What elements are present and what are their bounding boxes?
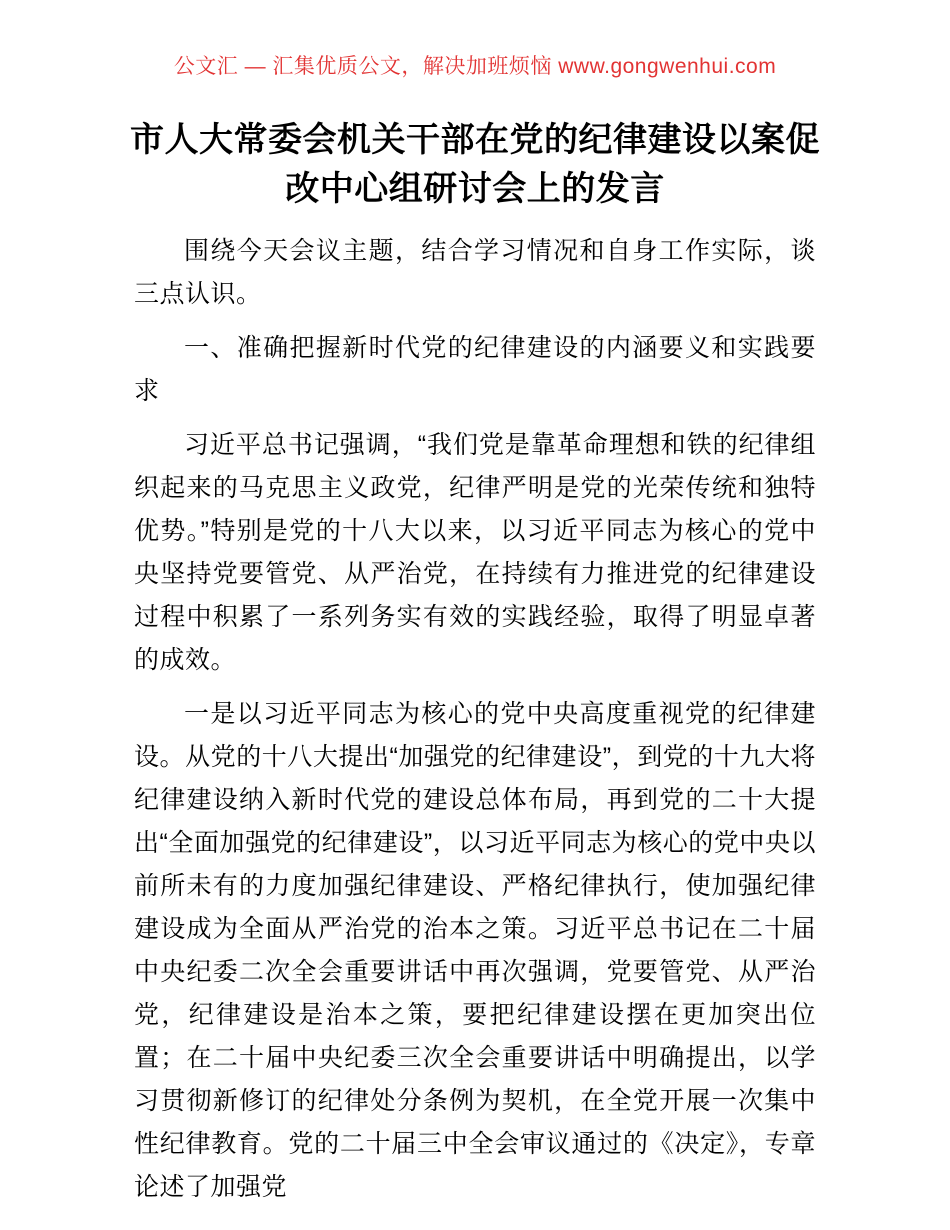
document-title: 市人大常委会机关干部在党的纪律建设以案促改中心组研讨会上的发言 <box>130 121 820 208</box>
document-body <box>134 230 816 1209</box>
paragraph-intro: 围绕今天会议主题，结合学习情况和自身工作实际，谈三点认识。 <box>134 237 816 308</box>
paragraph-point-one: 一是以习近平同志为核心的党中央高度重视党的纪律建设。从党的十八大提出“加强党的纪律建设”，到党的十九大将纪律建设纳入新时代党的建设总体布局，再到党的二十大提出“全面加强党的纪律建设”，以习近平同志为核心的党中央以前所未有的力度加强纪律建设、严格纪律执行，使加强纪律建设成为全面从严治党的治本之策。习近平总书记在二十届中央纪委二次全会重要讲话中再次强调，党要管党、从严治党，纪律建设是治本之策，要把纪律建设摆在更加突出位置；在二十届中央纪委三次全会重要讲话中明确提出，以学习贯彻新修订的纪律处分条例为契机，在全党开展一次集中性纪律教育。党的二十届三中全会审议通过的《决定》，专章论述了加强党 <box>134 700 816 1201</box>
paragraph-quote: 习近平总书记强调，“我们党是靠革命理想和铁的纪律组织起来的马克思主义政党，纪律严明是党的光荣传统和独特优势。”特别是党的十八大以来，以习近平同志为核心的党中央坚持党要管党、从严治党，在持续有力推进党的纪律建设过程中积累了一系列务实有效的实践经验，取得了明显卓著的成效。 <box>134 431 816 674</box>
section-heading-1: 一、准确把握新时代党的纪律建设的内涵要义和实践要求 <box>134 334 816 405</box>
site-watermark: 公文汇 — 汇集优质公文，解决加班烦恼 www.gongwenhui.com <box>173 55 777 78</box>
